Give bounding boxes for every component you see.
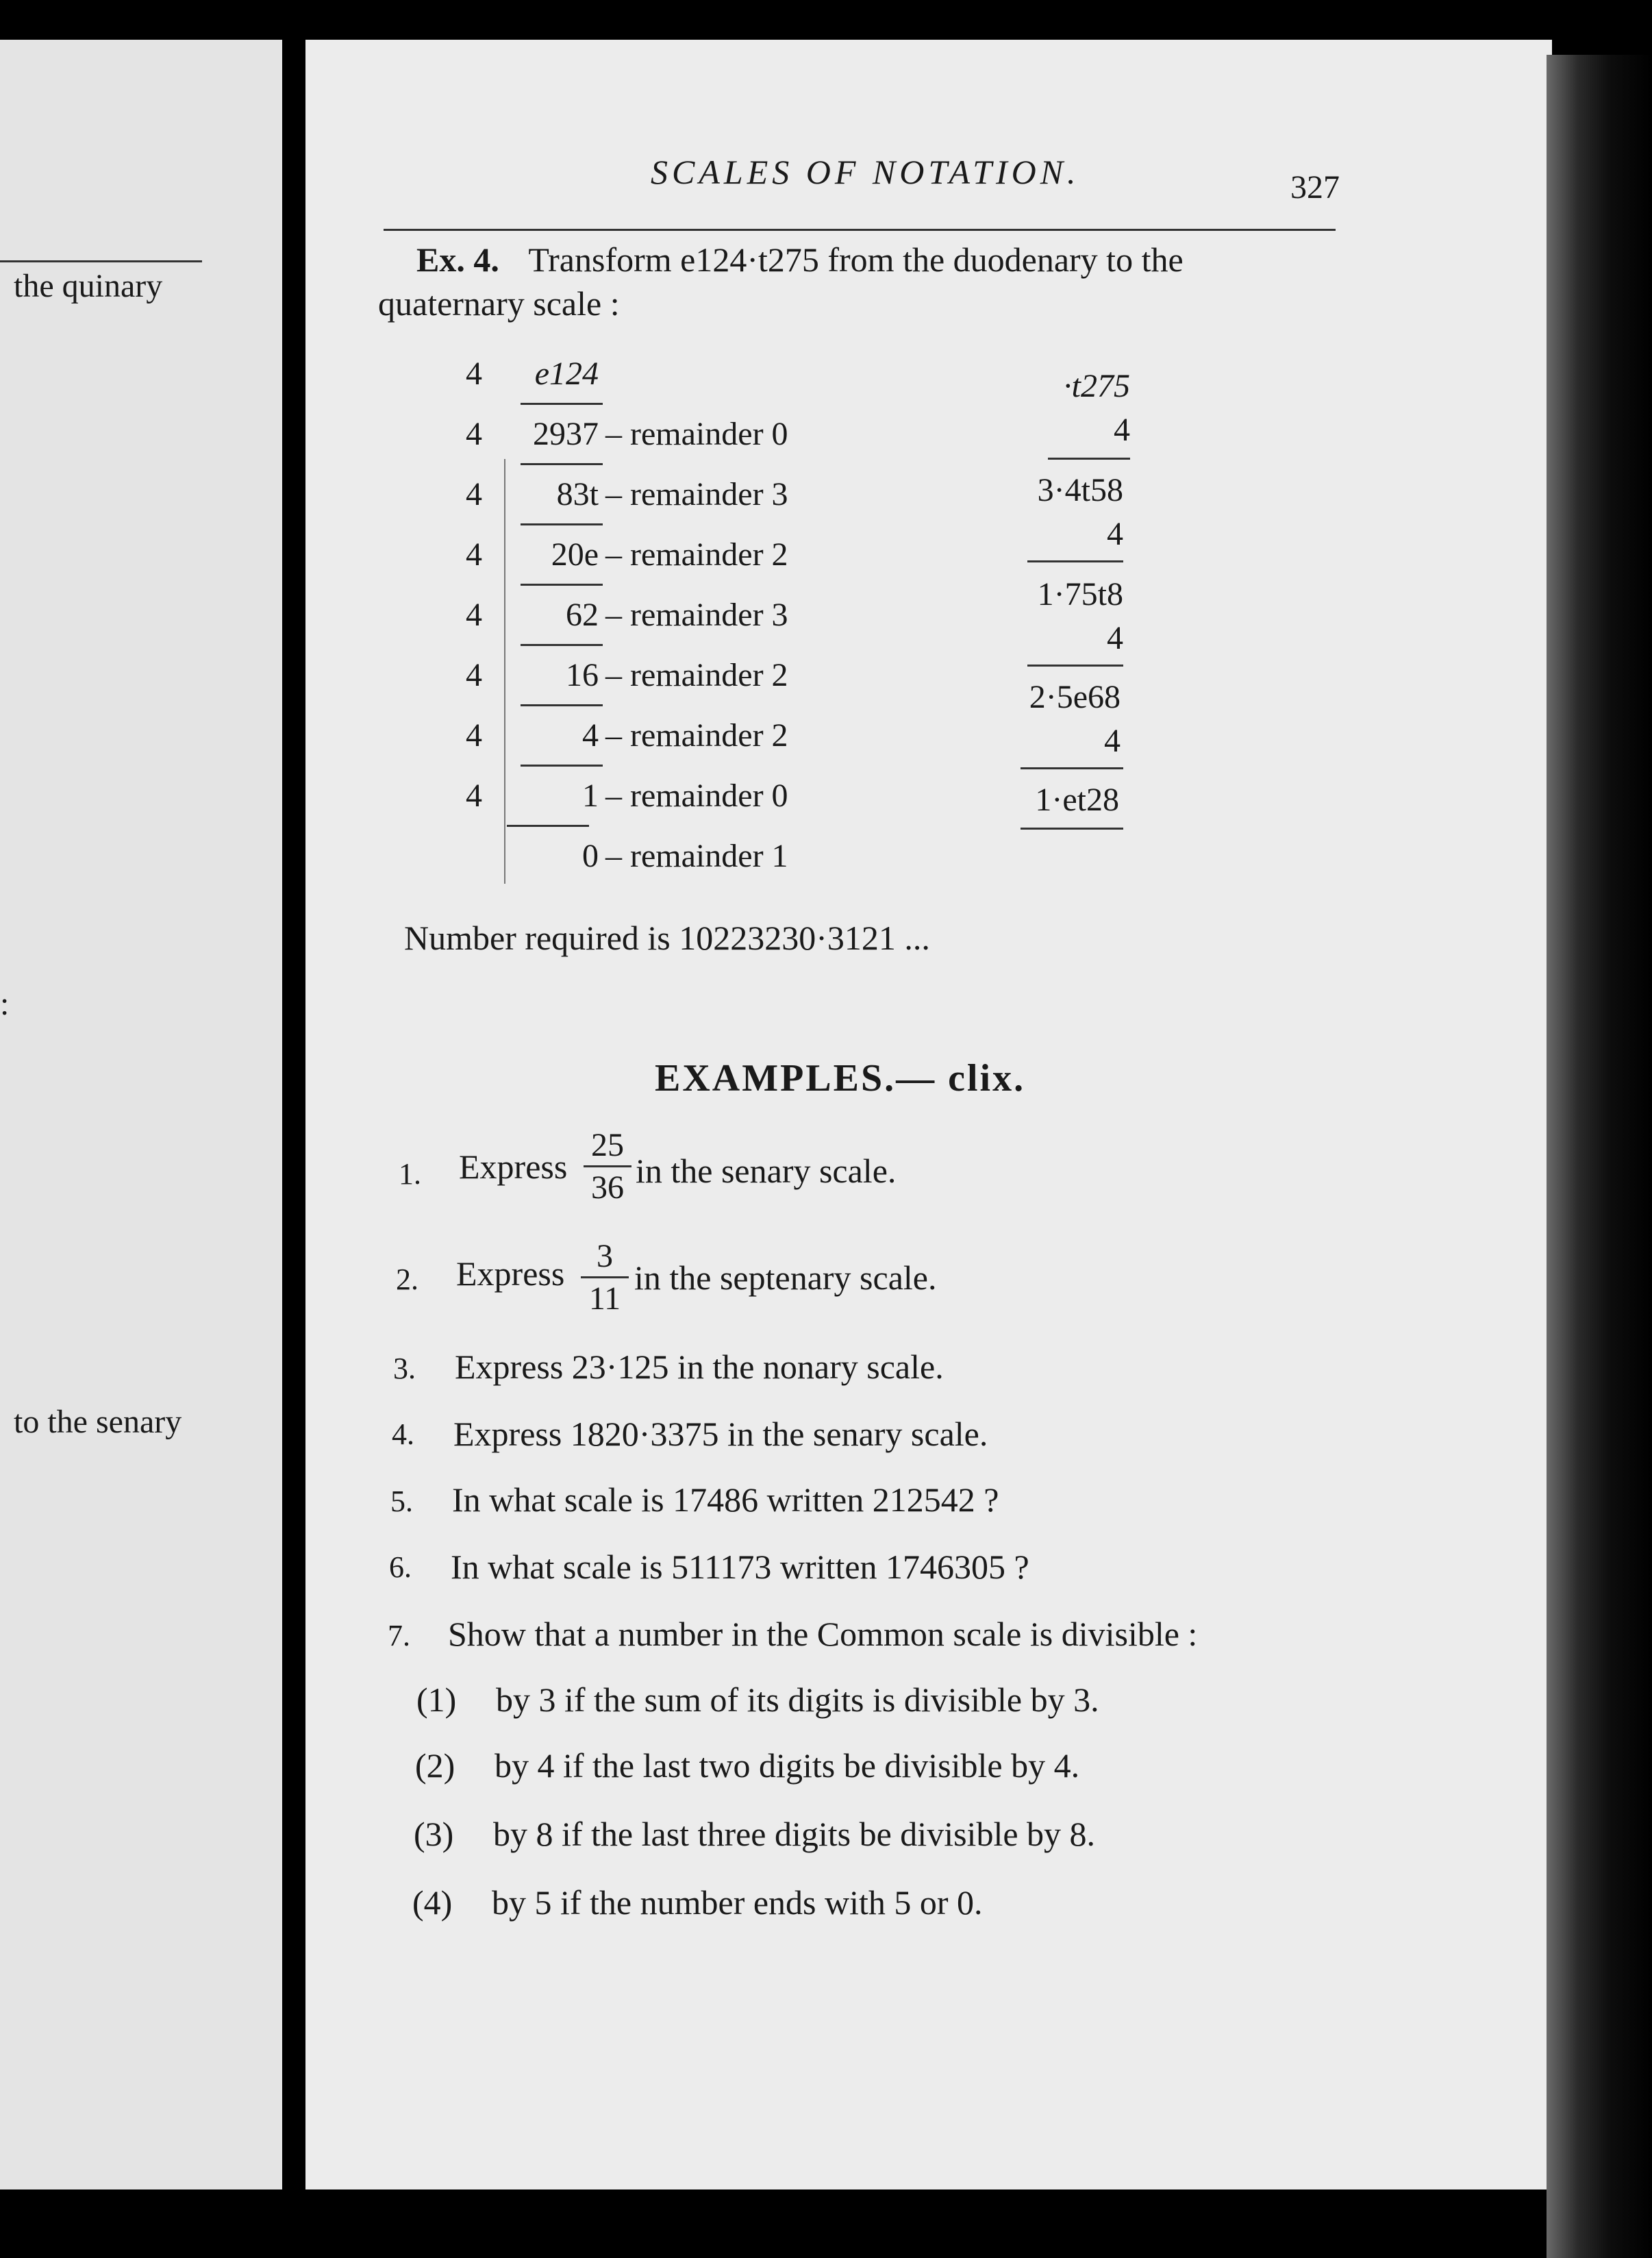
item-number: 4. — [392, 1417, 414, 1451]
item-number: 7. — [388, 1619, 410, 1652]
division-rule — [521, 644, 603, 646]
divisor: 4 — [466, 597, 482, 633]
divisor: 4 — [466, 536, 482, 573]
header-rule — [384, 229, 1336, 231]
left-page-text-2: : — [0, 986, 10, 1022]
subitem-number: (2) — [415, 1746, 455, 1785]
divisor: 4 — [466, 416, 482, 452]
subitem-2-text: by 4 if the last two digits be divisible by 4. — [495, 1746, 1080, 1785]
item-number: 2. — [396, 1263, 418, 1296]
left-page-text-1: the quinary — [14, 268, 163, 304]
multiplication-row: ·t275 — [1063, 368, 1130, 404]
remainder: – remainder 1 — [605, 838, 788, 874]
multiplication-rule — [1021, 767, 1123, 769]
divisor: 4 — [466, 778, 482, 814]
multiplication-rule — [1027, 665, 1123, 667]
item-1-post: in the senary scale. — [636, 1152, 897, 1190]
fraction-bar — [584, 1165, 631, 1167]
page-number: 327 — [1290, 169, 1340, 206]
division-rule — [521, 463, 603, 465]
remainder: – remainder 3 — [605, 597, 788, 633]
multiplication-rule — [1048, 458, 1130, 460]
multiplication-row: 4 — [1107, 516, 1123, 552]
subitem-4-text: by 5 if the number ends with 5 or 0. — [492, 1883, 983, 1922]
subitem-3-text: by 8 if the last three digits be divisible by 8. — [493, 1815, 1096, 1853]
left-page-text-3: to the senary — [14, 1404, 182, 1440]
multiplication-rule — [1027, 560, 1123, 562]
remainder: – remainder 3 — [605, 476, 788, 512]
running-head: SCALES OF NOTATION. — [651, 153, 1080, 191]
example-4-label: Ex. 4. — [416, 240, 499, 279]
division-rule — [521, 765, 603, 767]
item-6-text: In what scale is 511173 written 1746305 ? — [451, 1548, 1029, 1586]
remainder: – remainder 0 — [605, 778, 788, 814]
quotient: 16 — [566, 657, 599, 693]
fraction-3-11 — [581, 1237, 629, 1317]
item-number: 3. — [393, 1352, 416, 1385]
multiplication-row: 3·4t58 — [1037, 472, 1123, 508]
quotient: 1 — [582, 778, 599, 814]
multiplication-row: 4 — [1107, 620, 1123, 656]
left-page-rule — [0, 260, 202, 262]
fraction-numerator: 3 — [597, 1238, 613, 1274]
book-binding-shadow — [1547, 55, 1652, 2258]
item-3-text: Express 23·125 in the nonary scale. — [455, 1348, 944, 1386]
item-number: 1. — [399, 1157, 421, 1191]
item-number: 6. — [389, 1550, 412, 1584]
fraction-numerator: 25 — [591, 1127, 624, 1163]
remainder: – remainder 2 — [605, 536, 788, 573]
divisor: 4 — [466, 657, 482, 693]
divisor: 4 — [466, 717, 482, 754]
item-7-text: Show that a number in the Common scale is divisible : — [448, 1615, 1198, 1653]
multiplication-row: 4 — [1114, 412, 1130, 448]
divisor: 4 — [466, 356, 482, 392]
quotient: e124 — [534, 356, 599, 392]
subitem-number: (1) — [416, 1680, 457, 1719]
division-rule — [521, 403, 603, 405]
fraction-25-36 — [584, 1126, 631, 1206]
remainder: – remainder 0 — [605, 416, 788, 452]
subitem-1-text: by 3 if the sum of its digits is divisible by 3. — [496, 1680, 1099, 1719]
quotient: 20e — [551, 536, 599, 573]
division-rule — [521, 704, 603, 706]
example-4-text-line-2: quaternary scale : — [378, 284, 620, 323]
subitem-number: (3) — [414, 1815, 454, 1853]
fraction-bar — [581, 1276, 629, 1278]
item-2-post: in the septenary scale. — [634, 1258, 937, 1297]
fraction-denominator: 36 — [591, 1169, 624, 1206]
multiplication-row: 2·5e68 — [1029, 679, 1121, 715]
divisor: 4 — [466, 476, 482, 512]
item-4-text: Express 1820·3375 in the senary scale. — [453, 1415, 988, 1453]
item-2-pre: Express — [456, 1254, 565, 1293]
multiplication-row: 4 — [1104, 723, 1121, 759]
multiplication-row: 1·75t8 — [1037, 576, 1123, 612]
quotient: 2937 — [533, 416, 599, 452]
item-number: 5. — [390, 1485, 413, 1518]
subitem-number: (4) — [412, 1883, 453, 1922]
left-page — [0, 40, 282, 2189]
division-rule — [521, 523, 603, 525]
quotient: 83t — [556, 476, 599, 512]
fraction-denominator: 11 — [588, 1280, 621, 1317]
quotient: 62 — [566, 597, 599, 633]
remainder: – remainder 2 — [605, 717, 788, 754]
example-4-text-line-1: Transform e124·t275 from the duodenary to the — [528, 240, 1184, 279]
multiplication-rule — [1021, 828, 1123, 830]
multiplication-row: 1·et28 — [1035, 782, 1119, 818]
remainder: – remainder 2 — [605, 657, 788, 693]
example-4-line-1 — [416, 240, 1184, 280]
examples-heading: EXAMPLES.— clix. — [655, 1057, 1026, 1100]
quotient: 0 — [582, 838, 599, 874]
example-4-result: Number required is 10223230·3121 ... — [404, 919, 930, 957]
quotient: 4 — [582, 717, 599, 754]
item-5-text: In what scale is 17486 written 212542 ? — [452, 1480, 999, 1519]
division-rule — [507, 825, 589, 827]
division-rule — [521, 584, 603, 586]
item-1-pre: Express — [459, 1147, 568, 1186]
